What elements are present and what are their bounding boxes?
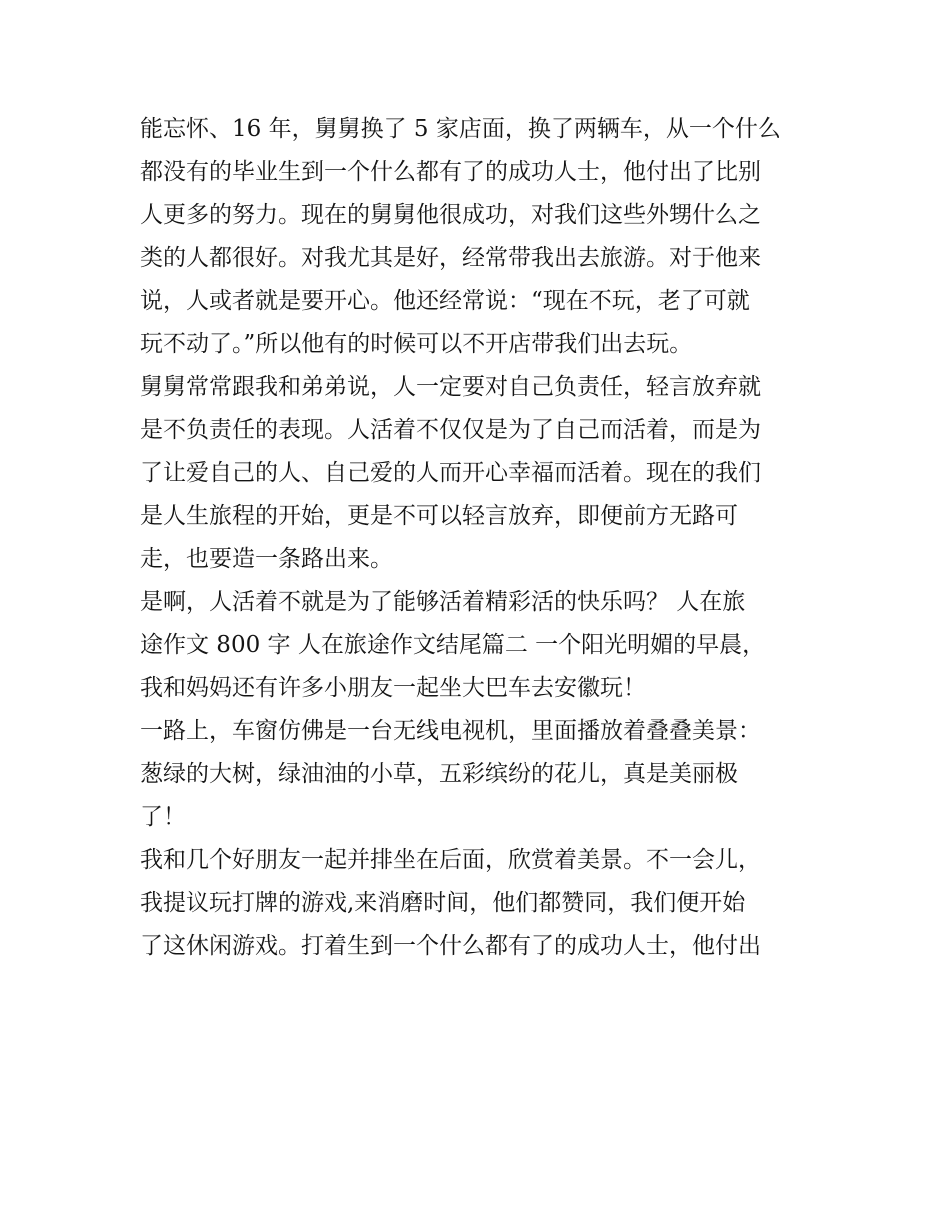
text-line: 途作文 800 字 人在旅途作文结尾篇二 一个阳光明媚的早晨， [140,632,766,658]
text-line: 我和妈妈还有许多小朋友一起坐大巴车去安徽玩！ [140,675,646,701]
text-line: 都没有的毕业生到一个什么都有了的成功人士，他付出了比别 [140,159,761,185]
text-line: 是人生旅程的开始，更是不可以轻言放弃，即便前方无路可 [140,503,738,529]
text-line: 了让爱自己的人、自己爱的人而开心幸福而活着。现在的我们 [140,460,761,486]
text-line: 类的人都很好。对我尤其是好，经常带我出去旅游。对于他来 [140,245,761,271]
text-line: 玩不动了。”所以他有的时候可以不开店带我们出去玩。 [140,331,693,357]
text-line: 我提议玩打牌的游戏,来消磨时间，他们都赞同，我们便开始 [140,890,746,916]
text-line: 人更多的努力。现在的舅舅他很成功，对我们这些外甥什么之 [140,202,761,228]
document-body [140,108,820,968]
text-line: 说，人或者就是要开心。他还经常说：“现在不玩，老了可就 [140,288,750,314]
text-line: 我和几个好朋友一起并排坐在后面，欣赏着美景。不一会儿， [140,847,761,873]
text-line: 一路上，车窗仿佛是一台无线电视机，里面播放着叠叠美景： [140,718,761,744]
text-line: 是啊，人活着不就是为了能够活着精彩活的快乐吗？ 人在旅 [140,589,746,615]
text-line: 舅舅常常跟我和弟弟说，人一定要对自己负责任，轻言放弃就 [140,374,761,400]
text-line: 能忘怀、16 年，舅舅换了 5 家店面，换了两辆车，从一个什么 [140,116,781,142]
text-line: 走，也要造一条路出来。 [140,546,393,572]
text-line: 葱绿的大树，绿油油的小草，五彩缤纷的花儿，真是美丽极 [140,761,738,787]
text-line: 是不负责任的表现。人活着不仅仅是为了自己而活着，而是为 [140,417,761,443]
text-line: 了这休闲游戏。打着生到一个什么都有了的成功人士，他付出 [140,933,761,959]
text-line: 了！ [140,804,186,830]
